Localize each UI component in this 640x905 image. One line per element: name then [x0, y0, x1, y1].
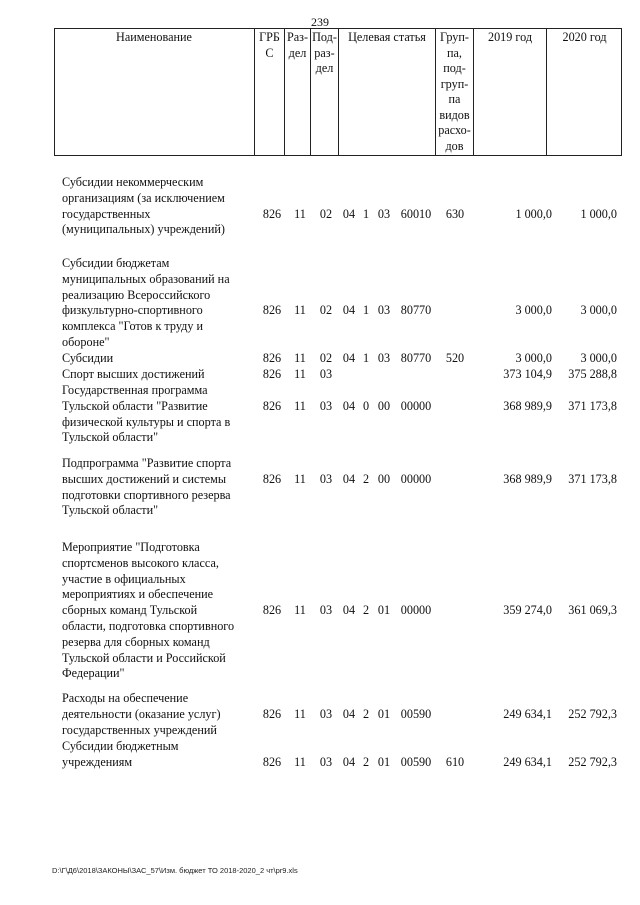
page-number: 239	[311, 15, 329, 29]
target-direction-cell: 60010	[400, 206, 432, 221]
podrazdel-cell: 03	[319, 367, 333, 381]
razdel-cell: 11	[294, 471, 306, 486]
razdel-cell: 11	[294, 398, 306, 413]
target-subprogram-cell: 1	[362, 206, 370, 221]
target-program-cell: 04	[342, 754, 356, 769]
amount-2020-cell: 375 288,8	[568, 367, 617, 381]
podrazdel-cell: 03	[319, 398, 333, 413]
podrazdel-cell: 03	[319, 471, 333, 486]
target-event-cell: 00	[377, 471, 391, 486]
grbs-cell: 826	[262, 706, 282, 721]
amount-2019-cell: 373 104,9	[503, 367, 552, 381]
podrazdel-cell: 02	[319, 303, 333, 318]
expense-type-cell: 630	[445, 206, 465, 221]
row-name: Подпрограмма "Развитие спорта высших достижений и системы подготовки спортивного резерва Тульской области"	[62, 456, 232, 518]
expense-type-cell: 520	[445, 351, 465, 365]
header-grbs: ГРБ С	[255, 28, 285, 156]
razdel-cell: 11	[294, 603, 306, 618]
target-subprogram-cell: 2	[362, 754, 370, 769]
target-event-cell: 00	[377, 398, 391, 413]
target-program-cell: 04	[342, 303, 356, 318]
amount-2019-cell: 3 000,0	[515, 303, 552, 318]
row-name: Мероприятие "Подготовка спортсменов высокого класса, участие в официальных мероприятиях и обеспечение сборных команд Тульской области, подготовка спортивного резерва для сборных команд Тульской области и Российской Федерации"	[62, 540, 235, 681]
amount-2019-cell: 359 274,0	[503, 603, 552, 618]
amount-2020-cell: 3 000,0	[580, 303, 617, 318]
target-direction-cell: 00590	[400, 706, 432, 721]
razdel-cell: 11	[294, 367, 306, 381]
target-direction-cell: 00000	[400, 398, 432, 413]
target-direction-cell: 00000	[400, 603, 432, 618]
header-podrazdel: Под- раз- дел	[311, 28, 339, 156]
amount-2020-cell: 252 792,3	[568, 754, 617, 769]
target-subprogram-cell: 2	[362, 706, 370, 721]
target-event-cell: 01	[377, 754, 391, 769]
amount-2019-cell: 368 989,9	[503, 471, 552, 486]
file-path-footer: D:\Г\Д6\2018\ЗАКОНЫ\ЗАС_57\Изм. бюджет ТО 2018-2020_2 чт\pr9.xls	[52, 866, 298, 875]
amount-2020-cell: 252 792,3	[568, 706, 617, 721]
target-subprogram-cell: 2	[362, 603, 370, 618]
header-name: Наименование	[54, 28, 255, 156]
row-name: Государственная программа Тульской области "Развитие физической культуры и спорта в Тульской области"	[62, 383, 231, 445]
target-subprogram-cell: 0	[362, 398, 370, 413]
razdel-cell: 11	[294, 303, 306, 318]
grbs-cell: 826	[262, 367, 282, 381]
target-subprogram-cell: 2	[362, 471, 370, 486]
amount-2019-cell: 1 000,0	[515, 206, 552, 221]
amount-2020-cell: 361 069,3	[568, 603, 617, 618]
header-razdel: Раз- дел	[285, 28, 311, 156]
row-name: Спорт высших достижений	[62, 367, 205, 381]
row-name: Субсидии	[62, 351, 114, 365]
razdel-cell: 11	[294, 206, 306, 221]
grbs-cell: 826	[262, 754, 282, 769]
podrazdel-cell: 03	[319, 754, 333, 769]
target-direction-cell: 80770	[400, 303, 432, 318]
amount-2020-cell: 371 173,8	[568, 471, 617, 486]
target-event-cell: 01	[377, 706, 391, 721]
header-vr: Груп- па, под- груп- па видов расхо- дов	[436, 28, 474, 156]
razdel-cell: 11	[294, 754, 306, 769]
podrazdel-cell: 03	[319, 603, 333, 618]
grbs-cell: 826	[262, 471, 282, 486]
amount-2020-cell: 1 000,0	[580, 206, 617, 221]
target-program-cell: 04	[342, 706, 356, 721]
target-direction-cell: 80770	[400, 351, 432, 365]
grbs-cell: 826	[262, 351, 282, 365]
podrazdel-cell: 02	[319, 351, 333, 365]
amount-2019-cell: 249 634,1	[503, 706, 552, 721]
target-subprogram-cell: 1	[362, 351, 370, 365]
target-program-cell: 04	[342, 351, 356, 365]
row-name: Субсидии бюджетным учреждениям	[62, 739, 179, 769]
target-program-cell: 04	[342, 398, 356, 413]
podrazdel-cell: 03	[319, 706, 333, 721]
target-direction-cell: 00000	[400, 471, 432, 486]
amount-2019-cell: 3 000,0	[515, 351, 552, 365]
header-target: Целевая статья	[339, 28, 436, 156]
row-name: Расходы на обеспечение деятельности (оказание услуг) государственных учреждений	[62, 691, 221, 737]
amount-2019-cell: 249 634,1	[503, 754, 552, 769]
grbs-cell: 826	[262, 303, 282, 318]
target-program-cell: 04	[342, 603, 356, 618]
grbs-cell: 826	[262, 206, 282, 221]
target-subprogram-cell: 1	[362, 303, 370, 318]
expense-type-cell: 610	[445, 754, 465, 769]
amount-2020-cell: 371 173,8	[568, 398, 617, 413]
grbs-cell: 826	[262, 398, 282, 413]
row-name: Субсидии некоммерческим организациям (за исключением государственных (муниципальных) учреждений)	[62, 175, 225, 237]
grbs-cell: 826	[262, 603, 282, 618]
header-2020: 2020 год	[562, 30, 607, 44]
razdel-cell: 11	[294, 351, 306, 365]
header-2019: 2019 год	[474, 28, 547, 156]
target-event-cell: 03	[377, 351, 391, 365]
amount-2019-cell: 368 989,9	[503, 398, 552, 413]
target-event-cell: 03	[377, 303, 391, 318]
target-program-cell: 04	[342, 471, 356, 486]
row-name: Субсидии бюджетам муниципальных образований на реализацию Всероссийского физкультурно-спортивного комплекса "Готов к труду и обороне"	[62, 256, 230, 349]
target-event-cell: 03	[377, 206, 391, 221]
target-direction-cell: 00590	[400, 754, 432, 769]
amount-2020-cell: 3 000,0	[580, 351, 617, 365]
razdel-cell: 11	[294, 706, 306, 721]
podrazdel-cell: 02	[319, 206, 333, 221]
target-event-cell: 01	[377, 603, 391, 618]
target-program-cell: 04	[342, 206, 356, 221]
